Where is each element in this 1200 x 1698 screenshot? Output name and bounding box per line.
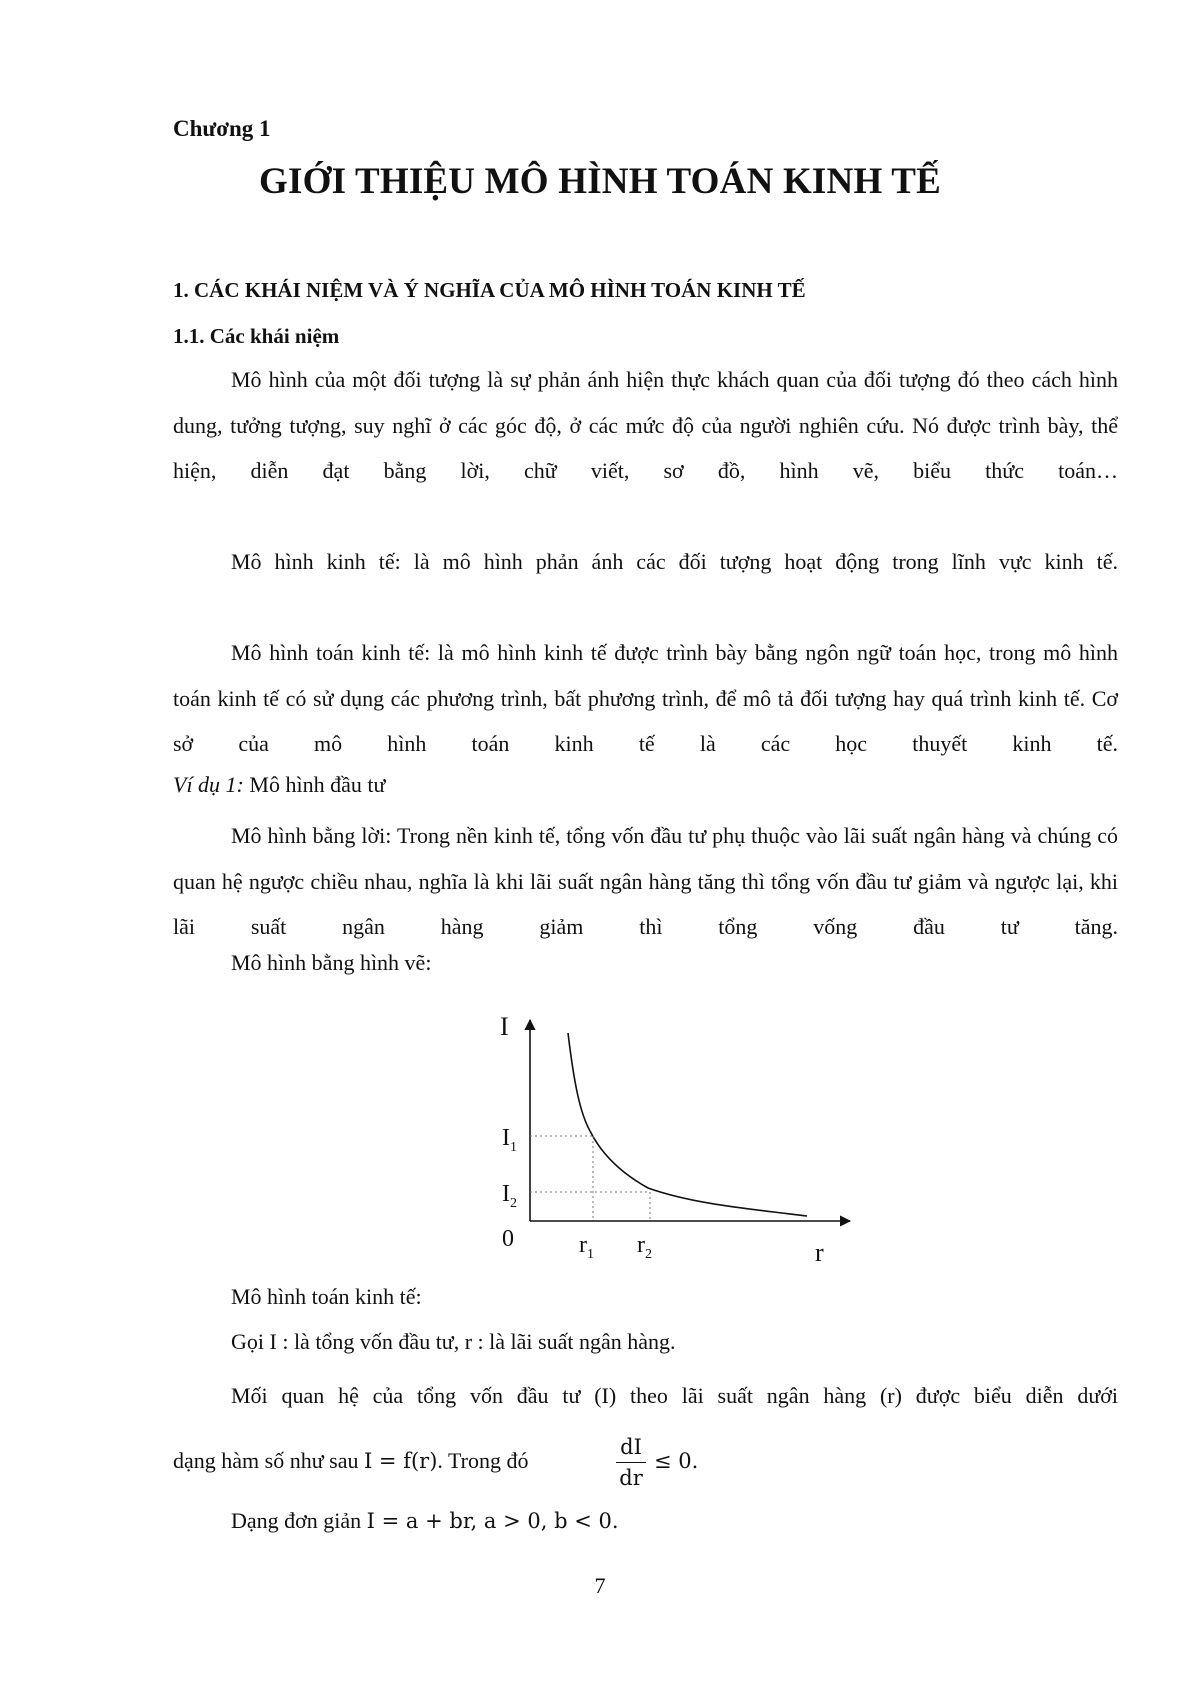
paragraph-relation-line1: Mối quan hệ của tổng vốn đầu tư (I) theo lãi suất ngân hàng (r) được biểu diễn dưới: [231, 1383, 1118, 1408]
relation-function: I = f(r): [363, 1449, 438, 1473]
y-tick-i1: $I_1$: [502, 1125, 517, 1155]
derivative-numerator: dI: [620, 1435, 642, 1459]
subsection-heading: 1.1. Các khái niệm: [173, 324, 340, 348]
investment-curve-chart: [480, 1003, 880, 1273]
main-title: GIỚI THIỆU MÔ HÌNH TOÁN KINH TẾ: [259, 161, 941, 202]
example-title: Mô hình đầu tư: [243, 772, 386, 797]
x-tick-r2: $r_2$: [637, 1232, 652, 1262]
y-axis-label: I: [500, 1012, 509, 1041]
relation-text-pre: dạng hàm số như sau: [173, 1448, 364, 1473]
derivative-fraction: [616, 1434, 646, 1491]
paragraph-math-model-heading: Mô hình toán kinh tế:: [231, 1284, 422, 1309]
example-label: Ví dụ 1:: [173, 772, 244, 797]
simple-form-text: Dạng đơn giản: [231, 1508, 367, 1533]
relation-text-mid: . Trong đó: [437, 1448, 529, 1473]
paragraph-simple-form: [231, 1508, 619, 1534]
paragraph-math-economic-model: Mô hình toán kinh tế: là mô hình kinh tế được trình bày bằng ngôn ngữ toán học, trong mô hình toán kinh tế có sử dụng các phương trình, bất phương trình, để mô tả đối tượng hay quá trình kinh tế. Cơ sở của mô hình toán kinh tế là các học thuyết kinh tế.: [173, 640, 1118, 756]
x-axis-label: r: [815, 1238, 824, 1267]
paragraph-verbal-model: Mô hình bằng lời: Trong nền kinh tế, tổng vốn đầu tư phụ thuộc vào lãi suất ngân hàng và chúng có quan hệ ngược chiều nhau, nghĩa là khi lãi suất ngân hàng tăng thì tổng vốn đầu tư giảm và ngược lại, khi lãi suất ngân hàng giảm thì tổng vống đầu tư tăng.: [173, 823, 1118, 939]
paragraph-graphic-model: Mô hình bằng hình vẽ:: [231, 950, 432, 975]
chapter-label: Chương 1: [173, 116, 271, 141]
paragraph-model-definition: Mô hình của một đối tượng là sự phản ánh hiện thực khách quan của đối tượng đó theo cách hình dung, tưởng tượng, suy nghĩ ở các góc độ, ở các mức độ của người nghiên cứu. Nó được trình bày, thể hiện, diễn đạt bằng lời, chữ viết, sơ đồ, hình vẽ, biểu thức toán…: [173, 367, 1118, 483]
example-heading: [173, 772, 385, 798]
section-heading: 1. CÁC KHÁI NIỆM VÀ Ý NGHĨA CỦA MÔ HÌNH TOÁN KINH TẾ: [173, 278, 806, 302]
x-tick-r1: $r_1$: [579, 1232, 594, 1262]
y-tick-i2: $I_2$: [502, 1181, 517, 1211]
derivative-denominator: dr: [619, 1466, 643, 1490]
page-number: 7: [594, 1573, 606, 1598]
paragraph-relation-line2: [173, 1448, 529, 1474]
derivative-inequality: ≤ 0.: [654, 1449, 699, 1473]
paragraph-economic-model: Mô hình kinh tế: là mô hình phản ánh các đối tượng hoạt động trong lĩnh vực kinh tế.: [231, 549, 1118, 574]
paragraph-variable-definitions: Gọi I : là tổng vốn đầu tư, r : là lãi suất ngân hàng.: [231, 1329, 676, 1354]
origin-label: 0: [502, 1226, 514, 1252]
simple-form-equation: I = a + br, a > 0, b < 0.: [366, 1509, 619, 1533]
investment-curve: [568, 1033, 807, 1216]
